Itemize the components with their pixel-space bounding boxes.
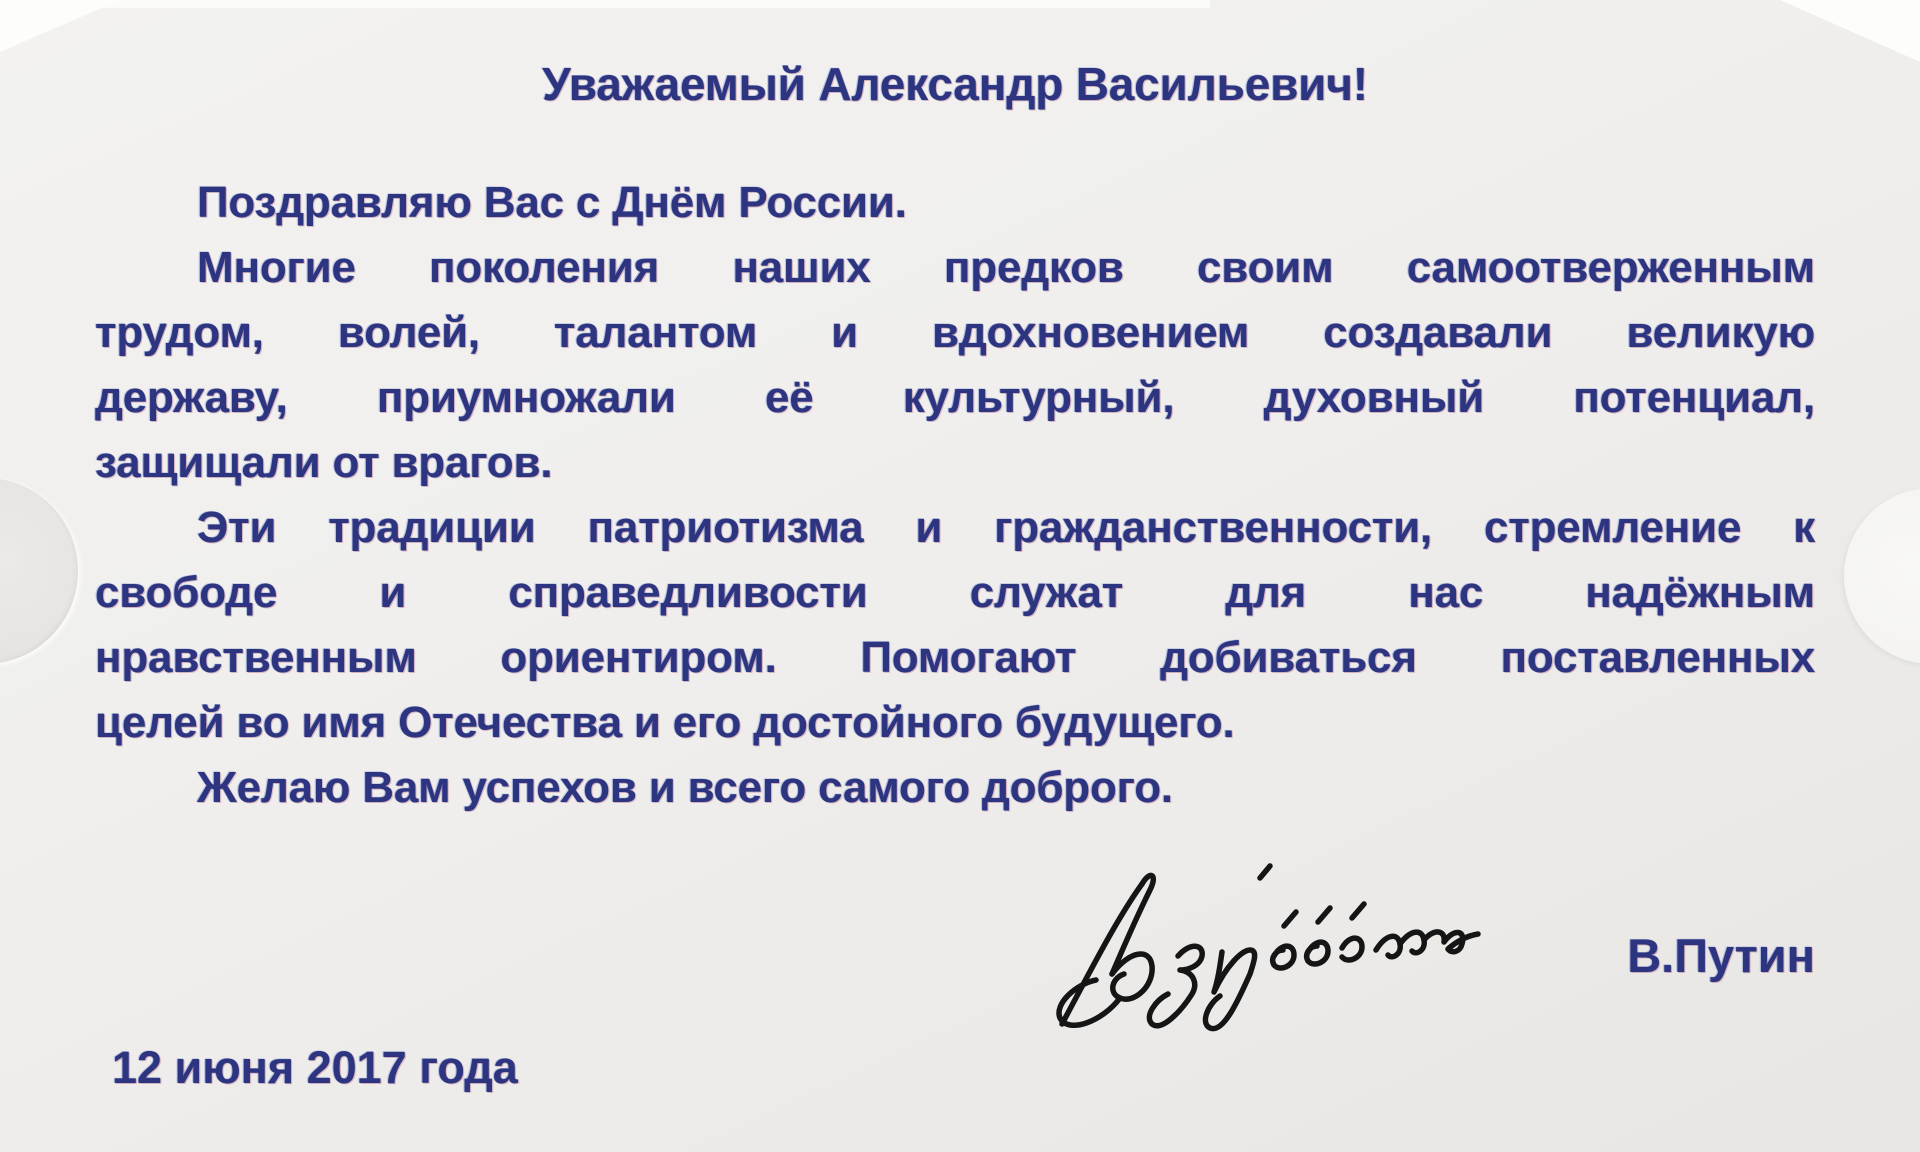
letter-line: Эти традиции патриотизма и гражданственности, стремление к — [197, 503, 1815, 552]
salutation: Уважаемый Александр Васильевич! — [542, 58, 1368, 110]
letter-line: свободе и справедливости служат для нас надёжным — [95, 568, 1815, 617]
letter-line: нравственным ориентиром. Помогают добиваться поставленных — [95, 633, 1815, 682]
signature-name: В.Путин — [1627, 929, 1815, 982]
letter-line: защищали от врагов. — [95, 438, 553, 487]
signature-scribble — [1050, 862, 1570, 1047]
letter-date: 12 июня 2017 года — [112, 1042, 518, 1093]
letter-line: державу, приумножали её культурный, духовный потенциал, — [95, 373, 1815, 422]
letter-line: Желаю Вам успехов и всего самого доброго. — [197, 763, 1173, 812]
letter-line: трудом, волей, талантом и вдохновением создавали великую — [95, 308, 1815, 357]
letter-body — [95, 170, 1815, 820]
letter-line: целей во имя Отечества и его достойного будущего. — [95, 698, 1235, 747]
letter-line: Многие поколения наших предков своим самоотверженным — [197, 243, 1815, 292]
letter-line: Поздравляю Вас с Днём России. — [197, 178, 907, 227]
signature-ink-icon — [1050, 862, 1570, 1047]
